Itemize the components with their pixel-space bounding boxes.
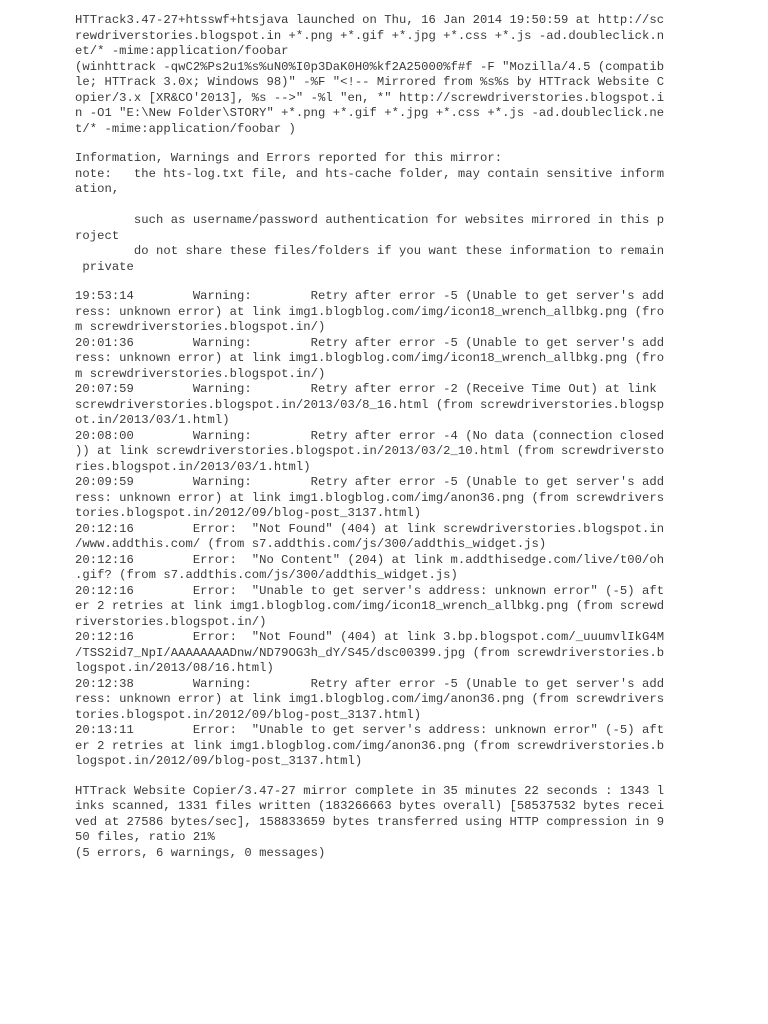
log-line: 20:08:00 Warning: Retry after error -4 (No data (connection closed [75, 428, 665, 443]
log-line: /TSS2id7_NpI/AAAAAAAADnw/ND79OG3h_dY/S45/dsc00399.jpg (from screwdriverstories.b [75, 645, 665, 660]
info-line: such as username/password authentication for websites mirrored in this p [75, 213, 665, 227]
log-line: 20:12:38 Warning: Retry after error -5 (Unable to get server's add [75, 676, 665, 691]
log-line: logspot.in/2012/09/blog-post_3137.html) [75, 754, 363, 768]
header-line: HTTrack3.47-27+htsswf+htsjava launched on Thu, 16 Jan 2014 19:50:59 at http://sc [75, 13, 665, 27]
log-line: .gif? (from s7.addthis.com/js/300/addthis_widget.js) [75, 568, 458, 582]
info-block [75, 151, 664, 275]
info-line: private [75, 259, 134, 274]
spacer [75, 770, 664, 784]
log-line: 20:07:59 Warning: Retry after error -2 (Receive Time Out) at link [75, 382, 657, 396]
log-line: riverstories.blogspot.in/) [75, 614, 267, 629]
info-line [75, 198, 664, 214]
log-line: er 2 retries at link img1.blogblog.com/img/anon36.png (from screwdriverstories.b [75, 738, 665, 753]
log-line: 20:12:16 Error: "No Content" (204) at link m.addthisedge.com/live/t00/oh [75, 552, 665, 567]
log-line: m screwdriverstories.blogspot.in/) [75, 320, 326, 334]
summary-line: HTTrack Website Copier/3.47-27 mirror complete in 35 minutes 22 seconds : 1343 l [75, 783, 665, 798]
header-line: (winhttrack -qwC2%Ps2u1%s%uN0%I0p3DaK0H0%kf2A25000%f#f -F "Mozilla/4.5 (compatib [75, 59, 665, 74]
log-line: tories.blogspot.in/2012/09/blog-post_3137.html) [75, 506, 422, 520]
log-line: 19:53:14 Warning: Retry after error -5 (Unable to get server's add [75, 289, 665, 303]
log-line: logspot.in/2013/08/16.html) [75, 661, 274, 675]
log-line: )) at link screwdriverstories.blogspot.in/2013/03/2_10.html (from screwdriversto [75, 444, 665, 458]
log-line: /www.addthis.com/ (from s7.addthis.com/js/300/addthis_widget.js) [75, 537, 547, 551]
summary-line: 50 files, ratio 21% [75, 830, 215, 844]
header-line: et/* -mime:application/foobar [75, 44, 289, 58]
info-line: Information, Warnings and Errors reported for this mirror: [75, 151, 503, 165]
log-line: 20:09:59 Warning: Retry after error -5 (Unable to get server's add [75, 475, 665, 489]
log-line: tories.blogspot.in/2012/09/blog-post_3137.html) [75, 707, 422, 722]
log-line: er 2 retries at link img1.blogblog.com/img/icon18_wrench_allbkg.png (from screwd [75, 599, 665, 613]
log-line: ress: unknown error) at link img1.blogblog.com/img/anon36.png (from screwdrivers [75, 692, 665, 706]
header-line: n -O1 "E:\New Folder\STORY" +*.png +*.gif +*.jpg +*.css +*.js -ad.doubleclick.ne [75, 106, 665, 120]
header-line: t/* -mime:application/foobar ) [75, 121, 296, 136]
header-line: le; HTTrack 3.0x; Windows 98)" -%F "<!-- Mirrored from %s%s by HTTrack Website C [75, 75, 665, 89]
log-line: ress: unknown error) at link img1.blogblog.com/img/anon36.png (from screwdrivers [75, 490, 665, 505]
info-line: ation, [75, 182, 120, 196]
log-document [75, 13, 664, 861]
log-line: ot.in/2013/03/1.html) [75, 413, 230, 427]
summary-block [75, 784, 664, 862]
spacer [75, 275, 664, 289]
log-line: screwdriverstories.blogspot.in/2013/03/8_16.html (from screwdriverstories.blogsp [75, 397, 665, 412]
log-line: 20:01:36 Warning: Retry after error -5 (Unable to get server's add [75, 335, 665, 350]
log-line: 20:12:16 Error: "Unable to get server's address: unknown error" (-5) aft [75, 583, 665, 598]
spacer [75, 137, 664, 151]
log-line: 20:12:16 Error: "Not Found" (404) at link screwdriverstories.blogspot.in [75, 521, 665, 536]
log-line: m screwdriverstories.blogspot.in/) [75, 366, 326, 381]
info-line: note: the hts-log.txt file, and hts-cache folder, may contain sensitive inform [75, 166, 665, 181]
log-entries [75, 289, 664, 770]
info-line: roject [75, 228, 120, 243]
log-line: 20:12:16 Error: "Not Found" (404) at link 3.bp.blogspot.com/_uuumvlIkG4M [75, 630, 665, 644]
info-line: do not share these files/folders if you want these information to remain [75, 244, 665, 258]
header-line: opier/3.x [XR&CO'2013], %s -->" -%l "en, *" http://screwdriverstories.blogspot.i [75, 90, 665, 105]
log-line: 20:13:11 Error: "Unable to get server's address: unknown error" (-5) aft [75, 723, 665, 737]
header-line: rewdriverstories.blogspot.in +*.png +*.gif +*.jpg +*.css +*.js -ad.doubleclick.n [75, 28, 665, 43]
summary-line: inks scanned, 1331 files written (183266663 bytes overall) [58537532 bytes recei [75, 799, 665, 813]
log-line: ries.blogspot.in/2013/03/1.html) [75, 459, 311, 474]
summary-line: (5 errors, 6 warnings, 0 messages) [75, 845, 326, 860]
summary-line: ved at 27586 bytes/sec], 158833659 bytes transferred using HTTP compression in 9 [75, 814, 665, 829]
log-line: ress: unknown error) at link img1.blogblog.com/img/icon18_wrench_allbkg.png (fro [75, 351, 665, 365]
header-block [75, 13, 664, 137]
log-line: ress: unknown error) at link img1.blogblog.com/img/icon18_wrench_allbkg.png (fro [75, 304, 665, 319]
